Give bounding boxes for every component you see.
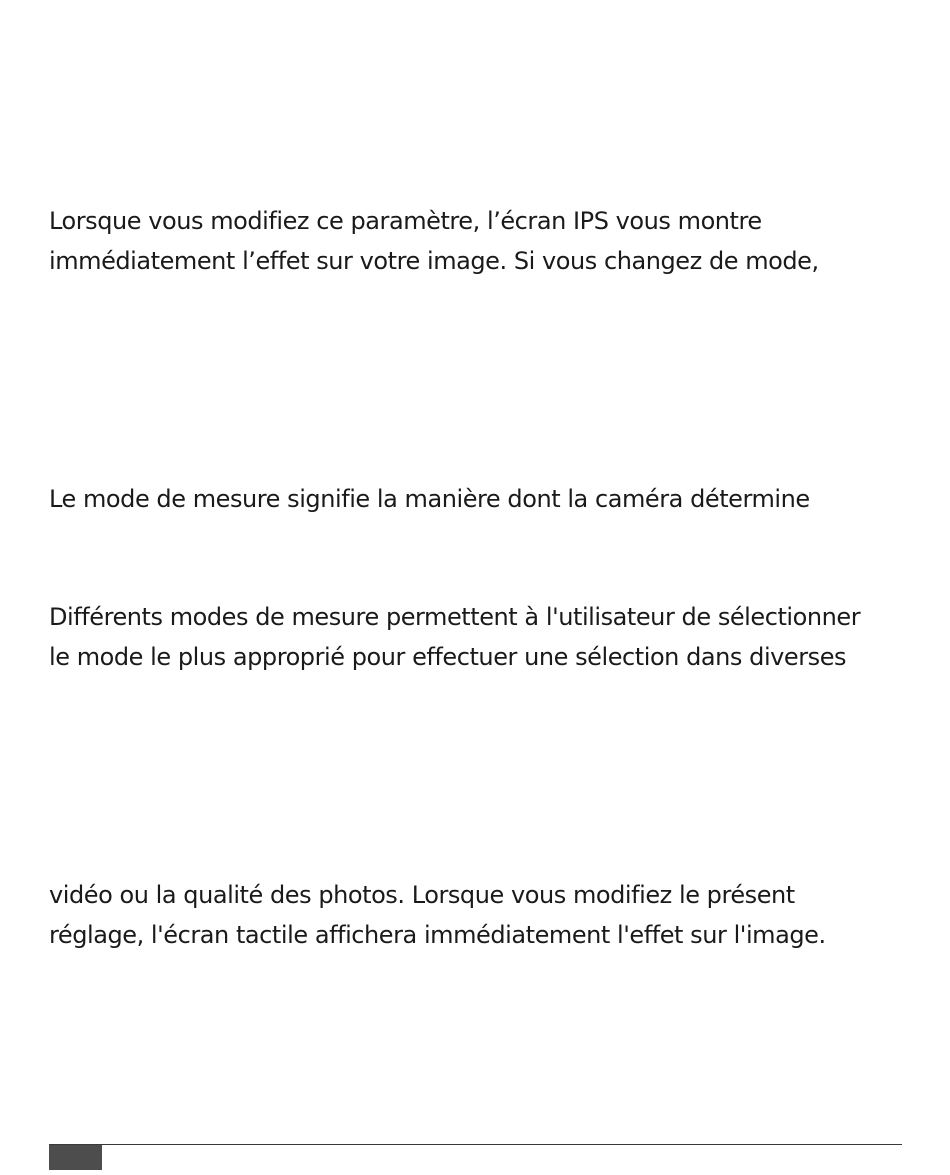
text-line-2: immédiatement l’effet sur votre image. Si vous changez de mode,: [49, 247, 819, 275]
text-line-1: Lorsque vous modifiez ce paramètre, l’écran IPS vous montre: [49, 207, 762, 235]
text-line-5: le mode le plus approprié pour effectuer une sélection dans diverses: [49, 643, 847, 671]
footer-divider: [49, 1144, 902, 1145]
page-number-tab: [49, 1145, 102, 1170]
text-line-6: vidéo ou la qualité des photos. Lorsque vous modifiez le présent: [49, 881, 795, 909]
text-line-7: réglage, l'écran tactile affichera immédiatement l'effet sur l'image.: [49, 921, 826, 949]
text-line-3: Le mode de mesure signifie la manière dont la caméra détermine: [49, 485, 810, 513]
text-line-4: Différents modes de mesure permettent à l'utilisateur de sélectionner: [49, 603, 861, 631]
